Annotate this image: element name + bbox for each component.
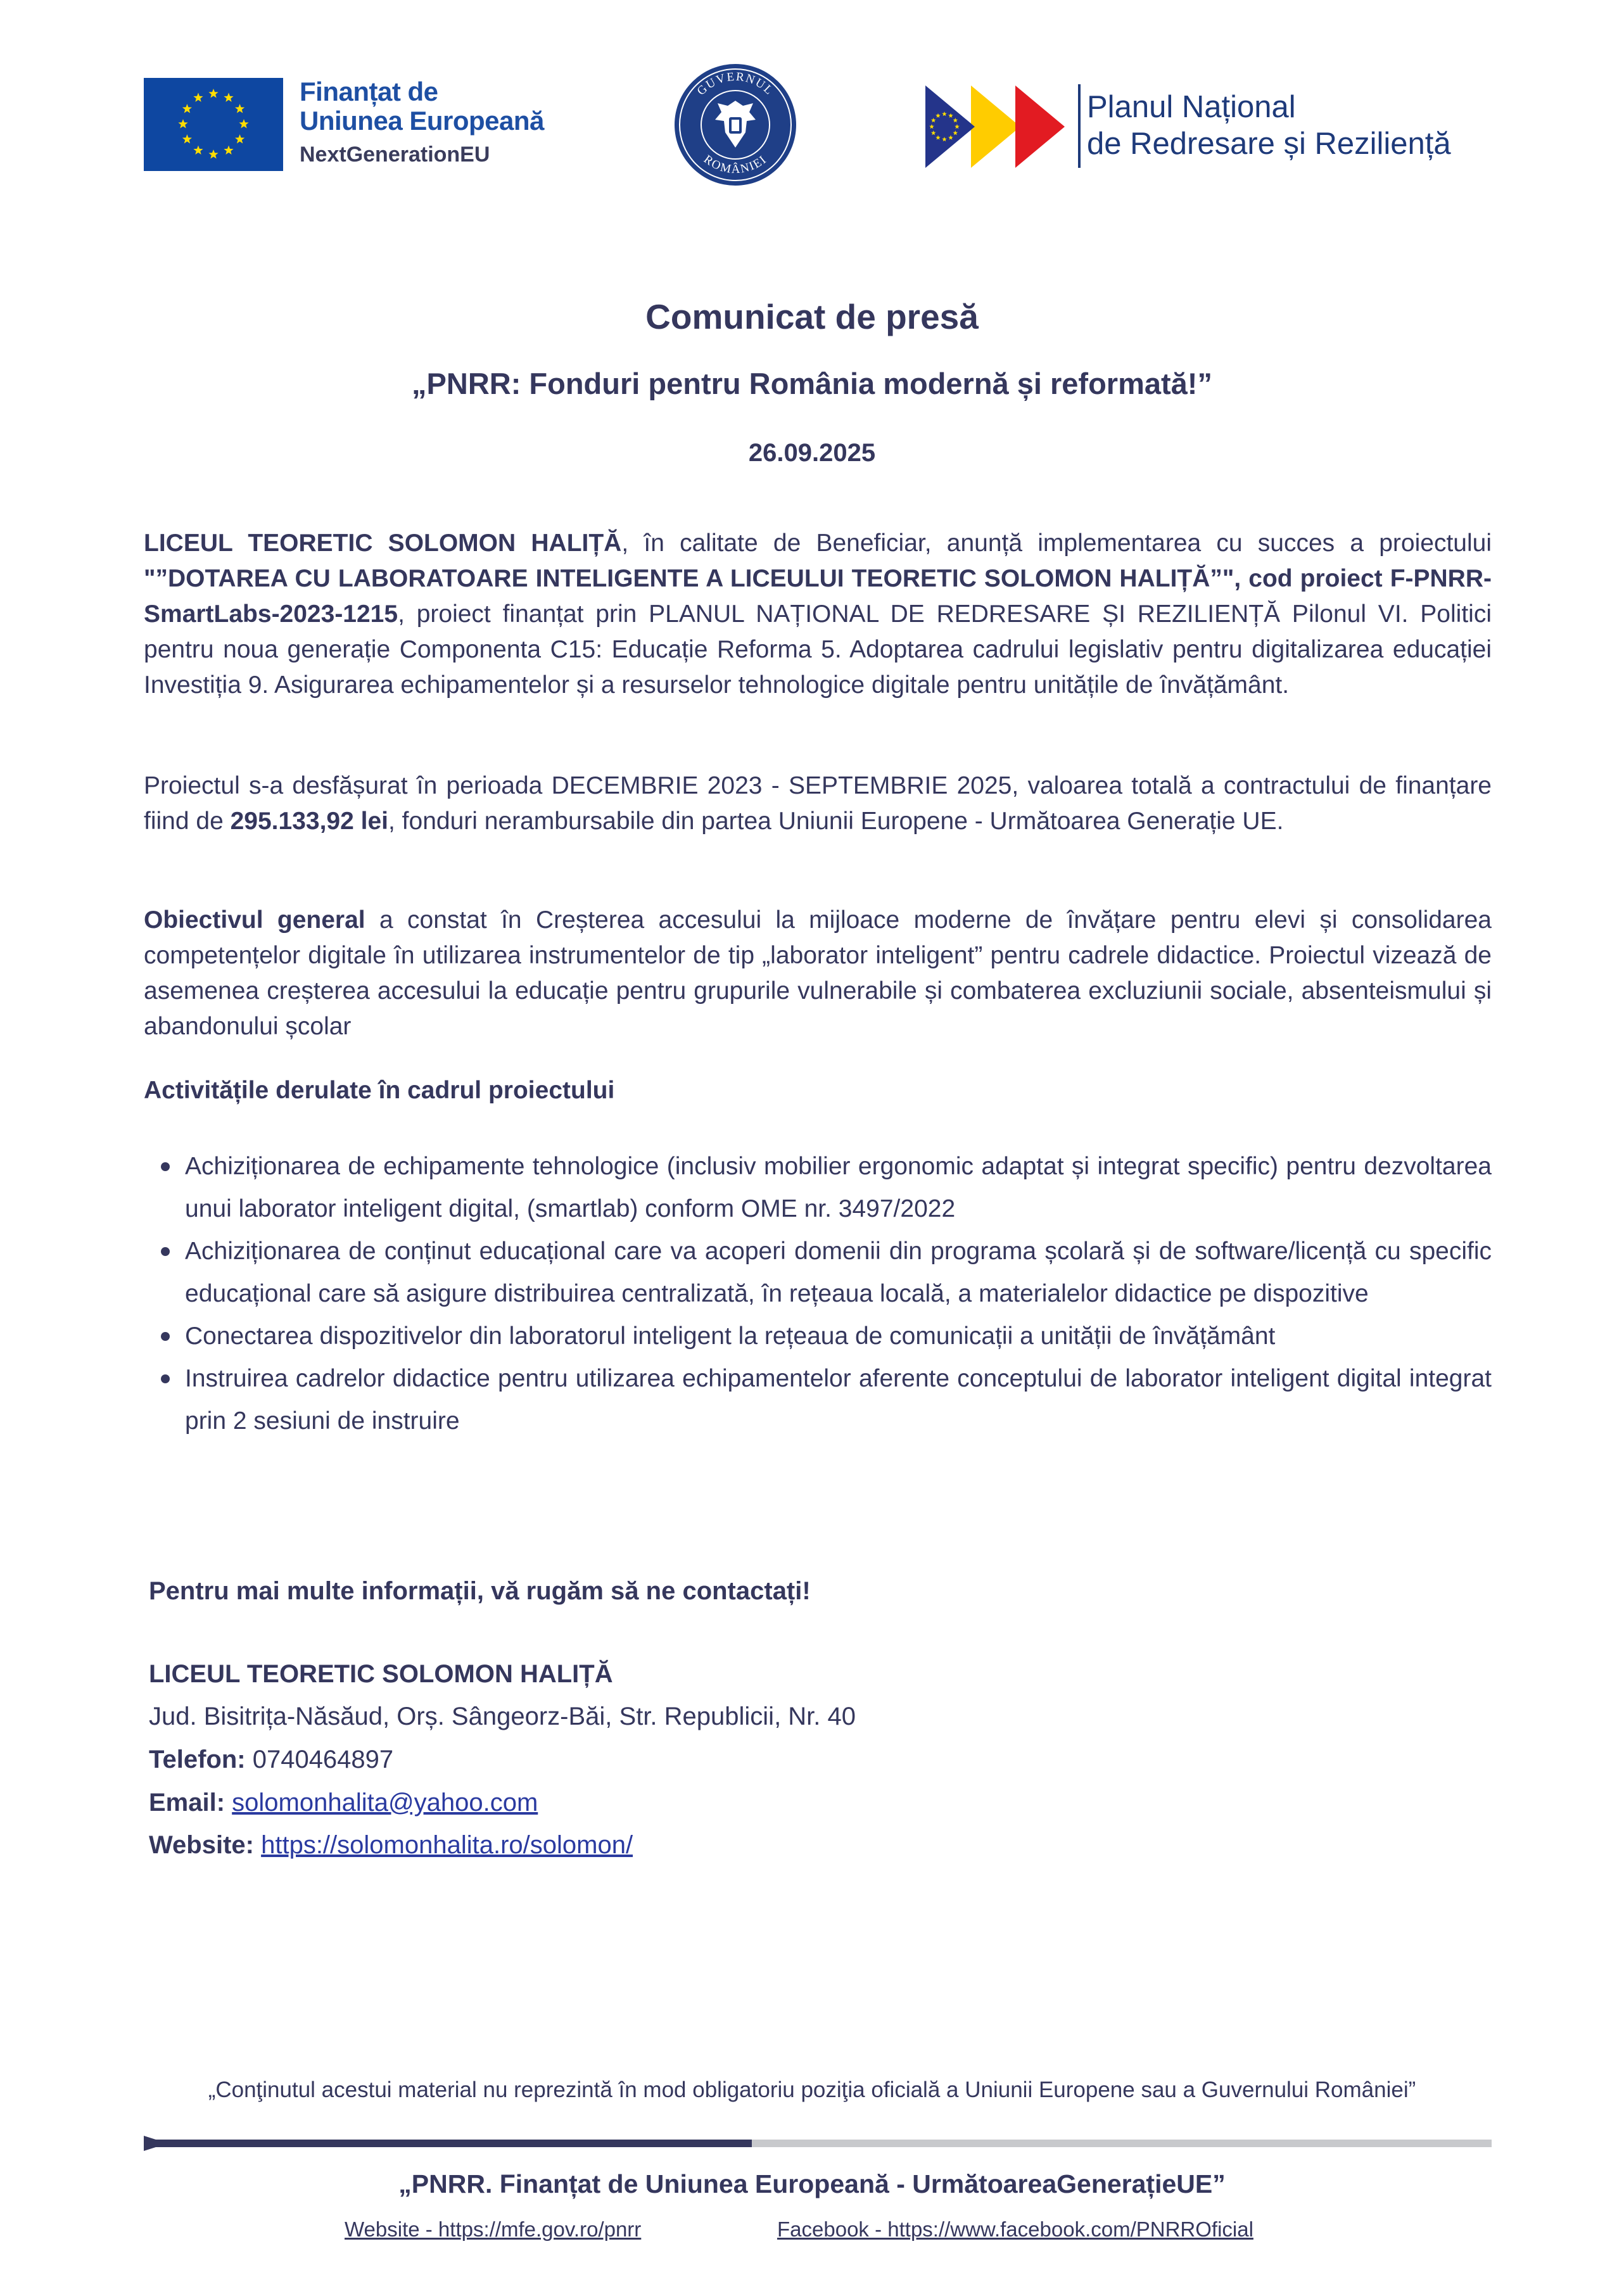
phone-value: 0740464897 — [252, 1746, 394, 1773]
phone-label: Telefon: — [149, 1746, 246, 1773]
footer-bar-dark — [144, 2140, 752, 2147]
government-seal-logo — [672, 61, 799, 188]
funding-paragraph — [144, 768, 1492, 839]
beneficiary-name: LICEUL TEORETIC SOLOMON HALIȚĂ — [144, 530, 622, 557]
funding-text-b: , fonduri nerambursabile din partea Uniunii Europene - Următoarea Generație UE. — [388, 808, 1284, 835]
bullet-icon — [161, 1247, 170, 1256]
contact-heading: Pentru mai multe informații, vă rugăm să ne contactați! — [149, 1577, 811, 1605]
contact-website-row — [149, 1831, 633, 1860]
objective-paragraph — [144, 903, 1492, 1044]
website-link[interactable]: https://solomonhalita.ro/solomon/ — [261, 1831, 633, 1859]
bullet-icon — [161, 1374, 170, 1383]
funding-amount: 295.133,92 lei — [230, 808, 388, 835]
objective-text: a constat în Creșterea accesului la mijloace moderne de învățare pentru elevi și consolidarea competențelor digitale în utilizarea instrumentelor de tip „laborator inteligent” pentru cadrele didactice. Proiectul vizează de asemenea creșterea accesului la educație pentru grupurile vulnerabile și combaterea excluziunii sociale, absenteismului și abandonului școlar — [144, 906, 1492, 1040]
funding-text-a: Proiectul s-a desfășurat în perioada DECEMBRIE 2023 - SEPTEMBRIE 2025, valoarea totală a contractului de finanțare fiind de — [144, 772, 1492, 835]
pnrr-flag-logo — [925, 86, 1077, 168]
contact-address: Jud. Bisitrița-Năsăud, Orș. Sângeorz-Băi, Str. Republicii, Nr. 40 — [149, 1703, 856, 1730]
footer-arrow-icon — [144, 2136, 168, 2151]
activity-text: Instruirea cadrelor didactice pentru utilizarea echipamentelor aferente conceptului de laborator inteligent digital integrat prin 2 sesiuni de instruire — [185, 1365, 1492, 1435]
footer-slogan: „PNRR. Finanțat de Uniunea Europeană - UrmătoareaGenerațieUE” — [398, 2169, 1226, 2198]
objective-label: Obiectivul general — [144, 906, 365, 934]
page-title: Comunicat de presă — [645, 297, 979, 336]
pnrr-logo-text — [1087, 89, 1451, 162]
list-item — [144, 1230, 1492, 1315]
intro-paragraph — [144, 526, 1492, 703]
eu-line2: Uniunea Europeană — [300, 106, 544, 136]
eu-flag-logo — [144, 78, 283, 171]
footer-website-link[interactable]: Website - https://mfe.gov.ro/pnrr — [345, 2217, 642, 2241]
email-link[interactable]: solomonhalita@yahoo.com — [232, 1789, 538, 1817]
website-label: Website: — [149, 1831, 254, 1859]
publication-date: 26.09.2025 — [748, 439, 876, 467]
footer-facebook-link[interactable]: Facebook - https://www.facebook.com/PNRROficial — [777, 2217, 1253, 2241]
pnrr-logo-divider — [1078, 84, 1081, 168]
activity-text: Achiziționarea de echipamente tehnologice (inclusiv mobilier ergonomic adaptat și integrat specific) pentru dezvoltarea unui laborator inteligent digital, (smartlab) conform OME nr. 3497/2022 — [185, 1153, 1492, 1222]
eu-line3: NextGenerationEU — [300, 143, 490, 167]
intro-text-a: , în calitate de Beneficiar, anunță implementarea cu succes a proiectului — [621, 530, 1492, 557]
email-label: Email: — [149, 1789, 225, 1817]
eu-line1: Finanțat de — [300, 77, 438, 106]
list-item — [144, 1145, 1492, 1230]
pnrr-line2: de Redresare și Reziliență — [1087, 127, 1451, 161]
seal-bottom-text: ROMÂNIEI — [701, 152, 770, 177]
contact-phone-row — [149, 1746, 393, 1774]
activities-heading: Activitățile derulate în cadrul proiectului — [144, 1077, 615, 1104]
intro-text-b: , proiect finanțat prin PLANUL NAȚIONAL DE REDRESARE ȘI REZILIENȚĂ Pilonul VI. Politici pentru noua generație Componenta C15: Educație Reforma 5. Adoptarea cadrului legislativ pentru digitalizarea educației Investiția 9. Asigurarea echipamentelor și a resurselor tehnologice digitale pentru unitățile de învățământ. — [144, 600, 1492, 699]
list-item — [144, 1357, 1492, 1442]
activity-text: Conectarea dispozitivelor din laboratorul inteligent la rețeaua de comunicații a unității de învățământ — [185, 1322, 1276, 1350]
bullet-icon — [161, 1162, 170, 1171]
footer-disclaimer: „Conţinutul acestui material nu reprezintă în mod obligatoriu poziţia oficială a Uniunii Europene sau a Guvernului României” — [208, 2077, 1416, 2102]
pnrr-line1: Planul Național — [1087, 90, 1296, 124]
activities-list — [144, 1145, 1492, 1442]
footer-bar-light — [752, 2140, 1492, 2147]
activity-text: Achiziționarea de conținut educațional care va acoperi domenii din programa școlară și de software/licență cu specific educațional care să asigure distribuirea centralizată, în rețeaua locală, a materialelor didactice pe dispozitive — [185, 1238, 1492, 1307]
contact-email-row — [149, 1789, 538, 1817]
contact-name: LICEUL TEORETIC SOLOMON HALIȚĂ — [149, 1660, 613, 1688]
eu-stars-icon — [144, 78, 283, 171]
bullet-icon — [161, 1332, 170, 1341]
eu-funding-logo-text — [300, 77, 544, 168]
list-item — [144, 1315, 1492, 1357]
page-subtitle: „PNRR: Fonduri pentru România modernă și reformată!” — [412, 367, 1212, 400]
project-title: "”DOTAREA CU LABORATOARE INTELIGENTE A LICEULUI TEORETIC SOLOMON HALIȚĂ”", cod proiect F-PNRR-SmartLabs-2023-1215 — [144, 565, 1492, 628]
seal-top-text: GUVERNUL — [694, 70, 777, 98]
